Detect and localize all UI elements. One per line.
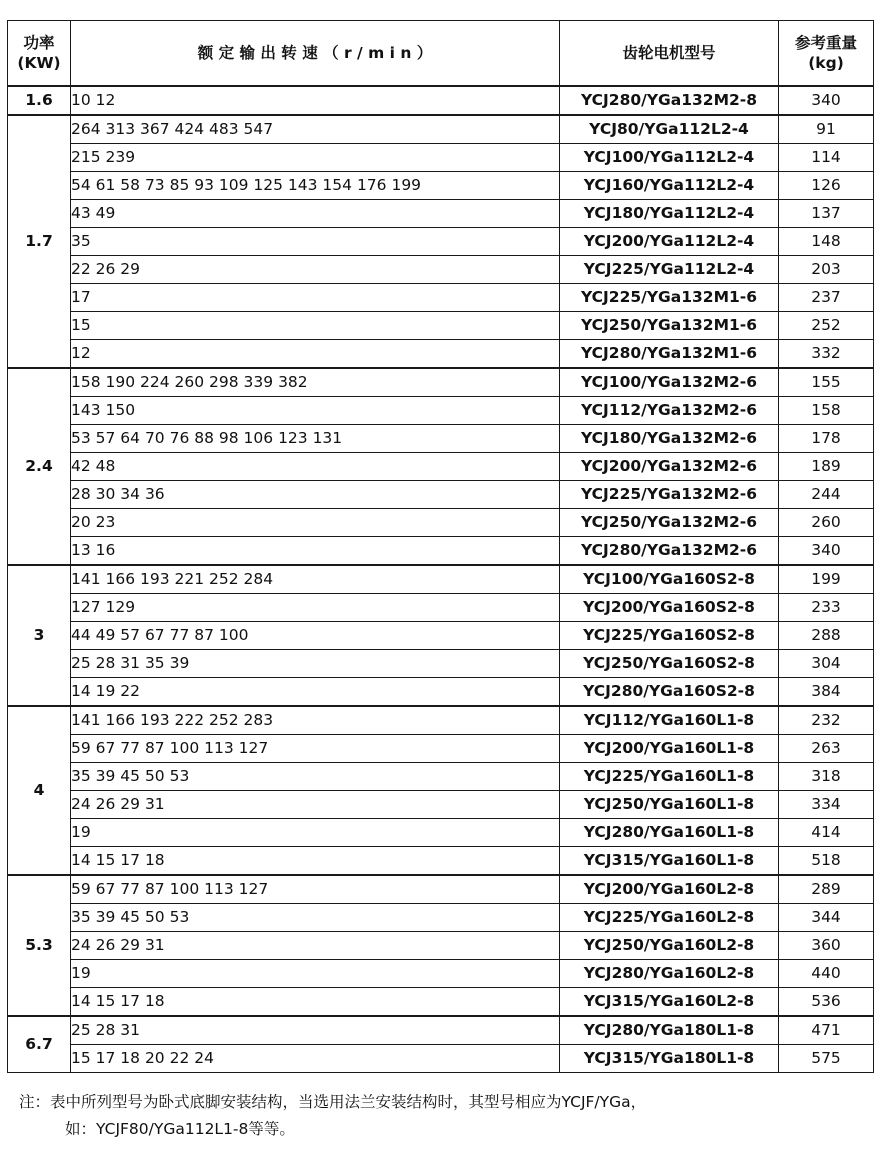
- speed-cell: 10 12: [71, 86, 560, 115]
- model-cell: YCJ200/YGa132M2-6: [560, 453, 779, 481]
- power-cell: 1.7: [8, 115, 71, 368]
- table-row: [8, 932, 874, 960]
- speed-cell: 53 57 64 70 76 88 98 106 123 131: [71, 425, 560, 453]
- table-row: [8, 453, 874, 481]
- weight-cell: 203: [779, 256, 874, 284]
- table-row: [8, 509, 874, 537]
- gearmotor-spec-table: [7, 20, 874, 1073]
- header-model: 齿轮电机型号: [560, 21, 779, 87]
- speed-cell: 42 48: [71, 453, 560, 481]
- speed-cell: 158 190 224 260 298 339 382: [71, 368, 560, 397]
- model-cell: YCJ315/YGa180L1-8: [560, 1045, 779, 1073]
- table-row: [8, 819, 874, 847]
- speed-cell: 14 15 17 18: [71, 988, 560, 1017]
- model-cell: YCJ280/YGa160L1-8: [560, 819, 779, 847]
- model-cell: YCJ280/YGa132M2-6: [560, 537, 779, 566]
- model-cell: YCJ100/YGa132M2-6: [560, 368, 779, 397]
- power-cell: 6.7: [8, 1016, 71, 1073]
- model-cell: YCJ280/YGa132M1-6: [560, 340, 779, 369]
- weight-cell: 304: [779, 650, 874, 678]
- weight-cell: 178: [779, 425, 874, 453]
- model-cell: YCJ200/YGa160L2-8: [560, 875, 779, 904]
- speed-cell: 25 28 31: [71, 1016, 560, 1045]
- weight-cell: 137: [779, 200, 874, 228]
- weight-cell: 232: [779, 706, 874, 735]
- weight-cell: 340: [779, 537, 874, 566]
- table-row: [8, 144, 874, 172]
- speed-cell: 35 39 45 50 53: [71, 904, 560, 932]
- table-row: [8, 960, 874, 988]
- weight-cell: 289: [779, 875, 874, 904]
- table-row: [8, 312, 874, 340]
- weight-cell: 318: [779, 763, 874, 791]
- speed-cell: 59 67 77 87 100 113 127: [71, 875, 560, 904]
- speed-cell: 44 49 57 67 77 87 100: [71, 622, 560, 650]
- model-cell: YCJ180/YGa112L2-4: [560, 200, 779, 228]
- table-row: [8, 875, 874, 904]
- table-body: [8, 86, 874, 1073]
- weight-cell: 244: [779, 481, 874, 509]
- table-row: [8, 172, 874, 200]
- speed-cell: 17: [71, 284, 560, 312]
- table-row: [8, 847, 874, 876]
- weight-cell: 340: [779, 86, 874, 115]
- model-cell: YCJ250/YGa132M1-6: [560, 312, 779, 340]
- model-cell: YCJ112/YGa160L1-8: [560, 706, 779, 735]
- weight-cell: 260: [779, 509, 874, 537]
- speed-cell: 12: [71, 340, 560, 369]
- model-cell: YCJ250/YGa160L2-8: [560, 932, 779, 960]
- header-speed: 额 定 输 出 转 速 （ r / m i n ）: [71, 21, 560, 87]
- weight-cell: 263: [779, 735, 874, 763]
- speed-cell: 264 313 367 424 483 547: [71, 115, 560, 144]
- speed-cell: 22 26 29: [71, 256, 560, 284]
- header-weight: 参考重量 (kg): [779, 21, 874, 87]
- footnote-line-2: 如：YCJF80/YGa112L1-8等等。: [65, 1120, 295, 1138]
- model-cell: YCJ250/YGa132M2-6: [560, 509, 779, 537]
- power-cell: 4: [8, 706, 71, 875]
- table-row: [8, 904, 874, 932]
- weight-cell: 158: [779, 397, 874, 425]
- speed-cell: 20 23: [71, 509, 560, 537]
- weight-cell: 360: [779, 932, 874, 960]
- table-row: [8, 565, 874, 594]
- speed-cell: 25 28 31 35 39: [71, 650, 560, 678]
- weight-cell: 332: [779, 340, 874, 369]
- speed-cell: 13 16: [71, 537, 560, 566]
- table-row: [8, 200, 874, 228]
- table-row: [8, 622, 874, 650]
- speed-cell: 24 26 29 31: [71, 932, 560, 960]
- header-power: 功率 (KW): [8, 21, 71, 87]
- power-cell: 2.4: [8, 368, 71, 565]
- model-cell: YCJ280/YGa160L2-8: [560, 960, 779, 988]
- power-cell: 1.6: [8, 86, 71, 115]
- speed-cell: 19: [71, 960, 560, 988]
- table-row: [8, 1016, 874, 1045]
- weight-cell: 91: [779, 115, 874, 144]
- weight-cell: 288: [779, 622, 874, 650]
- table-row: [8, 678, 874, 707]
- table-row: [8, 284, 874, 312]
- speed-cell: 15: [71, 312, 560, 340]
- weight-cell: 518: [779, 847, 874, 876]
- table-row: [8, 650, 874, 678]
- model-cell: YCJ225/YGa132M2-6: [560, 481, 779, 509]
- weight-cell: 155: [779, 368, 874, 397]
- model-cell: YCJ225/YGa160L2-8: [560, 904, 779, 932]
- weight-cell: 114: [779, 144, 874, 172]
- table-row: [8, 368, 874, 397]
- table-header-row: [8, 21, 874, 87]
- weight-cell: 148: [779, 228, 874, 256]
- model-cell: YCJ80/YGa112L2-4: [560, 115, 779, 144]
- model-cell: YCJ250/YGa160L1-8: [560, 791, 779, 819]
- weight-cell: 440: [779, 960, 874, 988]
- speed-cell: 141 166 193 222 252 283: [71, 706, 560, 735]
- table-row: [8, 256, 874, 284]
- weight-cell: 252: [779, 312, 874, 340]
- speed-cell: 54 61 58 73 85 93 109 125 143 154 176 199: [71, 172, 560, 200]
- footnote-line-1: 注：表中所列型号为卧式底脚安装结构，当选用法兰安装结构时，其型号相应为YCJF/YGa，: [19, 1093, 647, 1111]
- power-cell: 5.3: [8, 875, 71, 1016]
- model-cell: YCJ280/YGa160S2-8: [560, 678, 779, 707]
- weight-cell: 126: [779, 172, 874, 200]
- speed-cell: 35: [71, 228, 560, 256]
- table-row: [8, 735, 874, 763]
- weight-cell: 384: [779, 678, 874, 707]
- table-row: [8, 115, 874, 144]
- power-cell: 3: [8, 565, 71, 706]
- weight-cell: 575: [779, 1045, 874, 1073]
- table-row: [8, 340, 874, 369]
- weight-cell: 334: [779, 791, 874, 819]
- speed-cell: 127 129: [71, 594, 560, 622]
- model-cell: YCJ200/YGa160L1-8: [560, 735, 779, 763]
- model-cell: YCJ200/YGa112L2-4: [560, 228, 779, 256]
- model-cell: YCJ225/YGa112L2-4: [560, 256, 779, 284]
- speed-cell: 15 17 18 20 22 24: [71, 1045, 560, 1073]
- model-cell: YCJ250/YGa160S2-8: [560, 650, 779, 678]
- model-cell: YCJ225/YGa160S2-8: [560, 622, 779, 650]
- model-cell: YCJ180/YGa132M2-6: [560, 425, 779, 453]
- speed-cell: 28 30 34 36: [71, 481, 560, 509]
- model-cell: YCJ315/YGa160L1-8: [560, 847, 779, 876]
- model-cell: YCJ280/YGa180L1-8: [560, 1016, 779, 1045]
- speed-cell: 24 26 29 31: [71, 791, 560, 819]
- table-row: [8, 988, 874, 1017]
- model-cell: YCJ280/YGa132M2-8: [560, 86, 779, 115]
- weight-cell: 237: [779, 284, 874, 312]
- model-cell: YCJ200/YGa160S2-8: [560, 594, 779, 622]
- weight-cell: 536: [779, 988, 874, 1017]
- weight-cell: 199: [779, 565, 874, 594]
- model-cell: YCJ160/YGa112L2-4: [560, 172, 779, 200]
- table-row: [8, 706, 874, 735]
- table-row: [8, 481, 874, 509]
- table-row: [8, 791, 874, 819]
- speed-cell: 215 239: [71, 144, 560, 172]
- table-row: [8, 1045, 874, 1073]
- weight-cell: 189: [779, 453, 874, 481]
- speed-cell: 143 150: [71, 397, 560, 425]
- table-row: [8, 763, 874, 791]
- speed-cell: 141 166 193 221 252 284: [71, 565, 560, 594]
- weight-cell: 233: [779, 594, 874, 622]
- speed-cell: 43 49: [71, 200, 560, 228]
- model-cell: YCJ225/YGa132M1-6: [560, 284, 779, 312]
- footnote: [7, 1089, 873, 1143]
- table-row: [8, 537, 874, 566]
- model-cell: YCJ112/YGa132M2-6: [560, 397, 779, 425]
- model-cell: YCJ100/YGa160S2-8: [560, 565, 779, 594]
- model-cell: YCJ100/YGa112L2-4: [560, 144, 779, 172]
- table-row: [8, 594, 874, 622]
- speed-cell: 14 19 22: [71, 678, 560, 707]
- weight-cell: 471: [779, 1016, 874, 1045]
- speed-cell: 19: [71, 819, 560, 847]
- weight-cell: 344: [779, 904, 874, 932]
- speed-cell: 14 15 17 18: [71, 847, 560, 876]
- table-row: [8, 397, 874, 425]
- table-row: [8, 228, 874, 256]
- speed-cell: 35 39 45 50 53: [71, 763, 560, 791]
- spec-sheet: [7, 20, 873, 1143]
- model-cell: YCJ225/YGa160L1-8: [560, 763, 779, 791]
- speed-cell: 59 67 77 87 100 113 127: [71, 735, 560, 763]
- model-cell: YCJ315/YGa160L2-8: [560, 988, 779, 1017]
- table-row: [8, 86, 874, 115]
- table-row: [8, 425, 874, 453]
- weight-cell: 414: [779, 819, 874, 847]
